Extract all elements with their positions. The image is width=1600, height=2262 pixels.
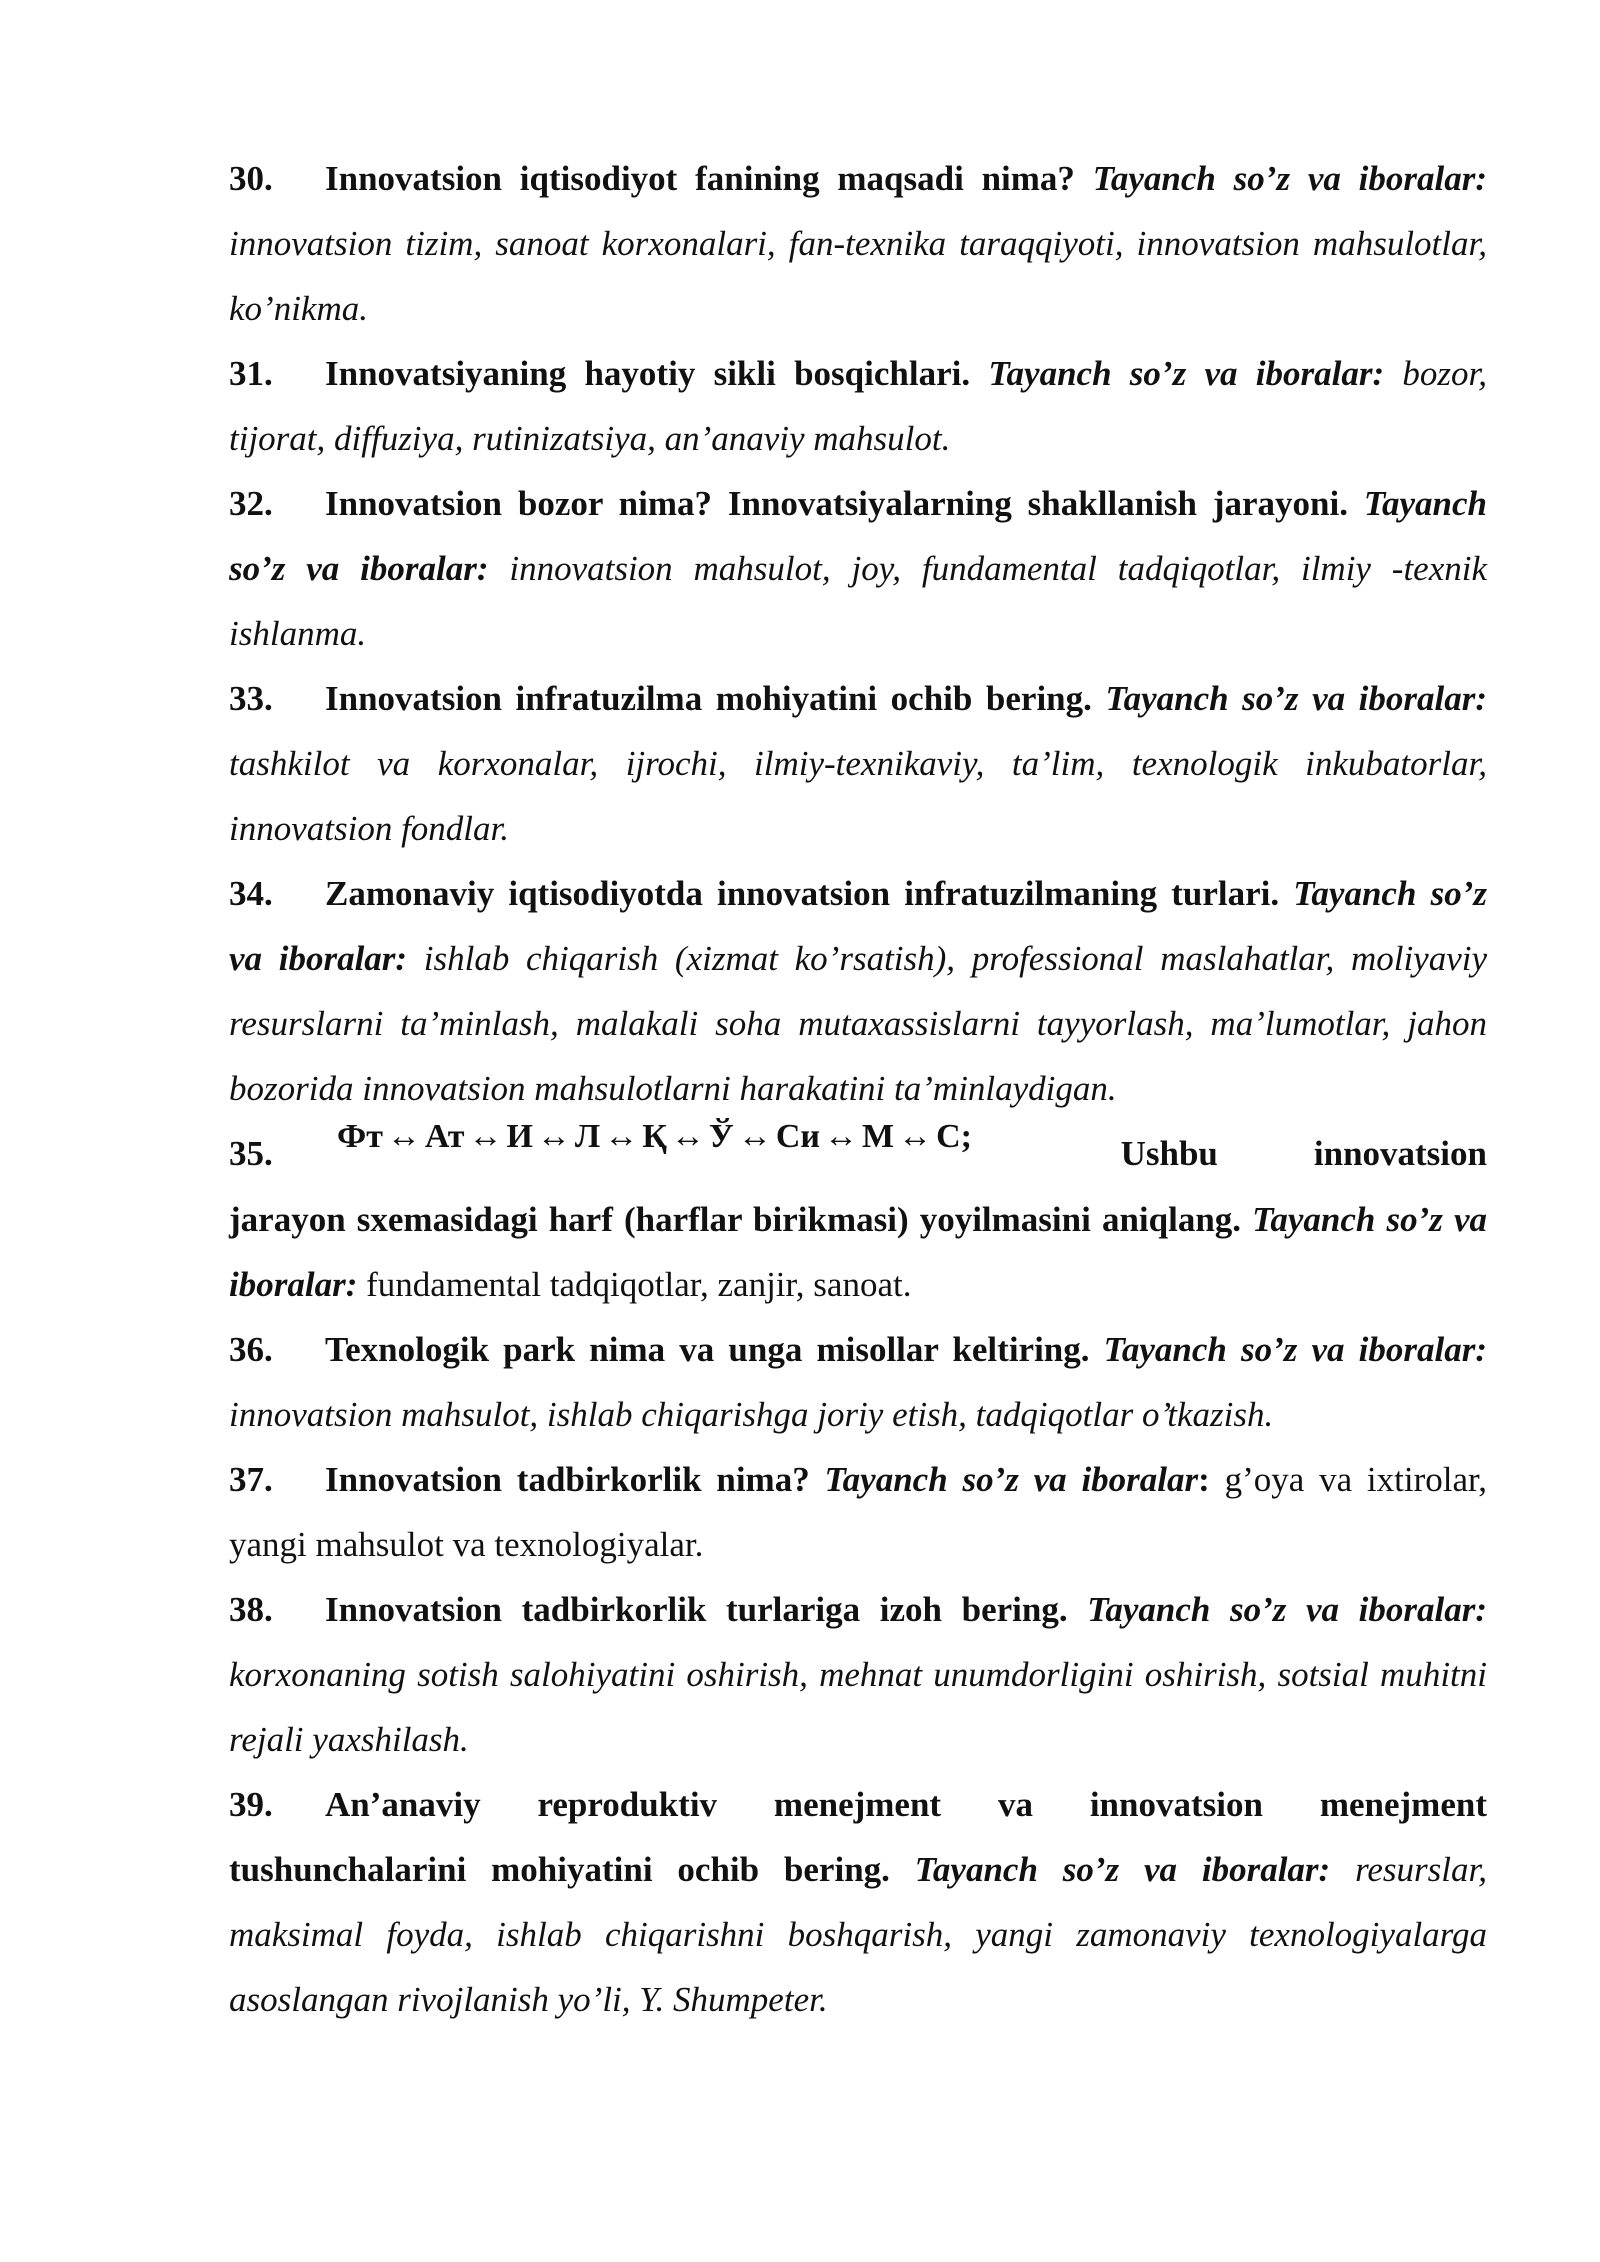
- question-text: Texnologik park nima va unga misollar keltiring.: [325, 1330, 1090, 1369]
- keywords-colon: :: [1198, 1460, 1210, 1499]
- chain-element: Фт: [337, 1118, 383, 1155]
- keywords-label: Tayanch so’z va iboralar:: [229, 484, 1488, 588]
- keywords-label: Tayanch so’z va iboralar: [824, 1460, 1199, 1499]
- keywords-label: Tayanch so’z va iboralar:: [1105, 679, 1487, 718]
- question-35: [229, 1187, 1487, 1317]
- keywords-text: innovatsion tizim, sanoat korxonalari, fan-texnika taraqqiyoti, innovatsion mahsulotlar, ko’nikma.: [229, 224, 1487, 328]
- keywords-label: Tayanch so’z va iboralar:: [1092, 159, 1487, 198]
- double-arrow-icon: ↔: [898, 1118, 933, 1155]
- question-text-word: innovatsion: [1313, 1134, 1487, 1173]
- double-arrow-icon: ↔: [824, 1118, 859, 1155]
- keywords-label: Tayanch so’z va iboralar:: [229, 874, 1487, 978]
- double-arrow-icon: ↔: [536, 1118, 571, 1155]
- question-text: Innovatsion tadbirkorlik nima?: [325, 1460, 810, 1499]
- question-text: Innovatsion infratuzilma mohiyatini ochib bering.: [325, 679, 1092, 718]
- question-number: 37.: [229, 1460, 273, 1499]
- double-arrow-icon: ↔: [670, 1118, 705, 1155]
- innovation-chain-scheme: [337, 1104, 972, 1169]
- question-text: Innovatsion iqtisodiyot fanining maqsadi nima?: [325, 159, 1075, 198]
- keywords-text: fundamental tadqiqotlar, zanjir, sanoat.: [366, 1265, 912, 1304]
- chain-element: Си: [775, 1118, 821, 1155]
- keywords-text: bozor, tijorat, diffuziya, rutinizatsiya, an’anaviy mahsulot.: [229, 354, 1487, 458]
- question-number: 39.: [229, 1785, 273, 1824]
- question-36: [229, 1317, 1487, 1447]
- question-number: 35.: [229, 1134, 273, 1173]
- double-arrow-icon: ↔: [604, 1118, 639, 1155]
- chain-element: Ў: [708, 1118, 734, 1155]
- question-number: 30.: [229, 159, 273, 198]
- keywords-text: resurslar, maksimal foyda, ishlab chiqarishni boshqarish, yangi zamonaviy texnologiyalarga asoslangan rivojlanish yo’li, Y. Shumpeter.: [229, 1850, 1487, 2019]
- chain-element: Ат: [424, 1118, 465, 1155]
- question-text: Innovatsiyaning hayotiy sikli bosqichlari.: [325, 354, 971, 393]
- question-text-word: Ushbu: [1120, 1134, 1218, 1173]
- question-number: 32.: [229, 484, 273, 523]
- question-34: [229, 861, 1487, 1121]
- question-31: [229, 341, 1487, 471]
- keywords-text: innovatsion mahsulot, joy, fundamental tadqiqotlar, ilmiy -texnik ishlanma.: [229, 549, 1488, 653]
- question-number: 31.: [229, 354, 273, 393]
- question-30: [229, 146, 1487, 341]
- question-37: [229, 1447, 1487, 1577]
- chain-element: Қ: [642, 1118, 667, 1155]
- question-number: 38.: [229, 1590, 273, 1629]
- keywords-text: ishlab chiqarish (xizmat ko’rsatish), professional maslahatlar, moliyaviy resurslarni ta’minlash, malakali soha mutaxassislarni tayyorlash, ma’lumotlar, jahon bozorida innovatsion mahsulotlarni harakatini ta’minlaydigan.: [229, 939, 1487, 1108]
- chain-element: С;: [936, 1118, 973, 1155]
- keywords-text: g’oya va ixtirolar, yangi mahsulot va texnologiyalar.: [229, 1460, 1488, 1564]
- keywords-label: Tayanch so’z va iboralar:: [229, 1200, 1487, 1304]
- question-number: 36.: [229, 1330, 273, 1369]
- keywords-text: innovatsion mahsulot, ishlab chiqarishga joriy etish, tadqiqotlar o’tkazish.: [229, 1395, 1274, 1434]
- question-35-first-line: [229, 1118, 1487, 1187]
- keywords-text: korxonaning sotish salohiyatini oshirish, mehnat unumdorligini oshirish, sotsial muhitni rejali yaxshilash.: [229, 1655, 1487, 1759]
- double-arrow-icon: ↔: [468, 1118, 503, 1155]
- question-32: [229, 471, 1487, 666]
- chain-element: М: [862, 1118, 895, 1155]
- question-number: 33.: [229, 679, 273, 718]
- chain-element: Л: [574, 1118, 601, 1155]
- question-text: jarayon sxemasidagi harf (harflar birikmasi) yoyilmasini aniqlang.: [229, 1200, 1242, 1239]
- keywords-label: Tayanch so’z va iboralar:: [988, 354, 1385, 393]
- keywords-label: Tayanch so’z va iboralar:: [1087, 1590, 1487, 1629]
- keywords-text: tashkilot va korxonalar, ijrochi, ilmiy-texnikaviy, ta’lim, texnologik inkubatorlar, innovatsion fondlar.: [229, 744, 1487, 848]
- chain-element: И: [506, 1118, 533, 1155]
- keywords-label: Tayanch so’z va iboralar:: [914, 1850, 1331, 1889]
- question-text: An’anaviy reproduktiv menejment va innovatsion menejment tushunchalarini mohiyatini ochib bering.: [229, 1785, 1487, 1889]
- question-39: [229, 1772, 1487, 2032]
- question-number: 34.: [229, 874, 273, 913]
- question-text: Innovatsion bozor nima? Innovatsiyalarning shakllanish jarayoni.: [325, 484, 1348, 523]
- question-38: [229, 1577, 1487, 1772]
- question-text: Zamonaviy iqtisodiyotda innovatsion infratuzilmaning turlari.: [325, 874, 1280, 913]
- question-text: Innovatsion tadbirkorlik turlariga izoh bering.: [325, 1590, 1068, 1629]
- question-33: [229, 666, 1487, 861]
- question-list: [229, 146, 1487, 2032]
- keywords-label: Tayanch so’z va iboralar:: [1103, 1330, 1487, 1369]
- double-arrow-icon: ↔: [737, 1118, 772, 1155]
- double-arrow-icon: ↔: [386, 1118, 421, 1155]
